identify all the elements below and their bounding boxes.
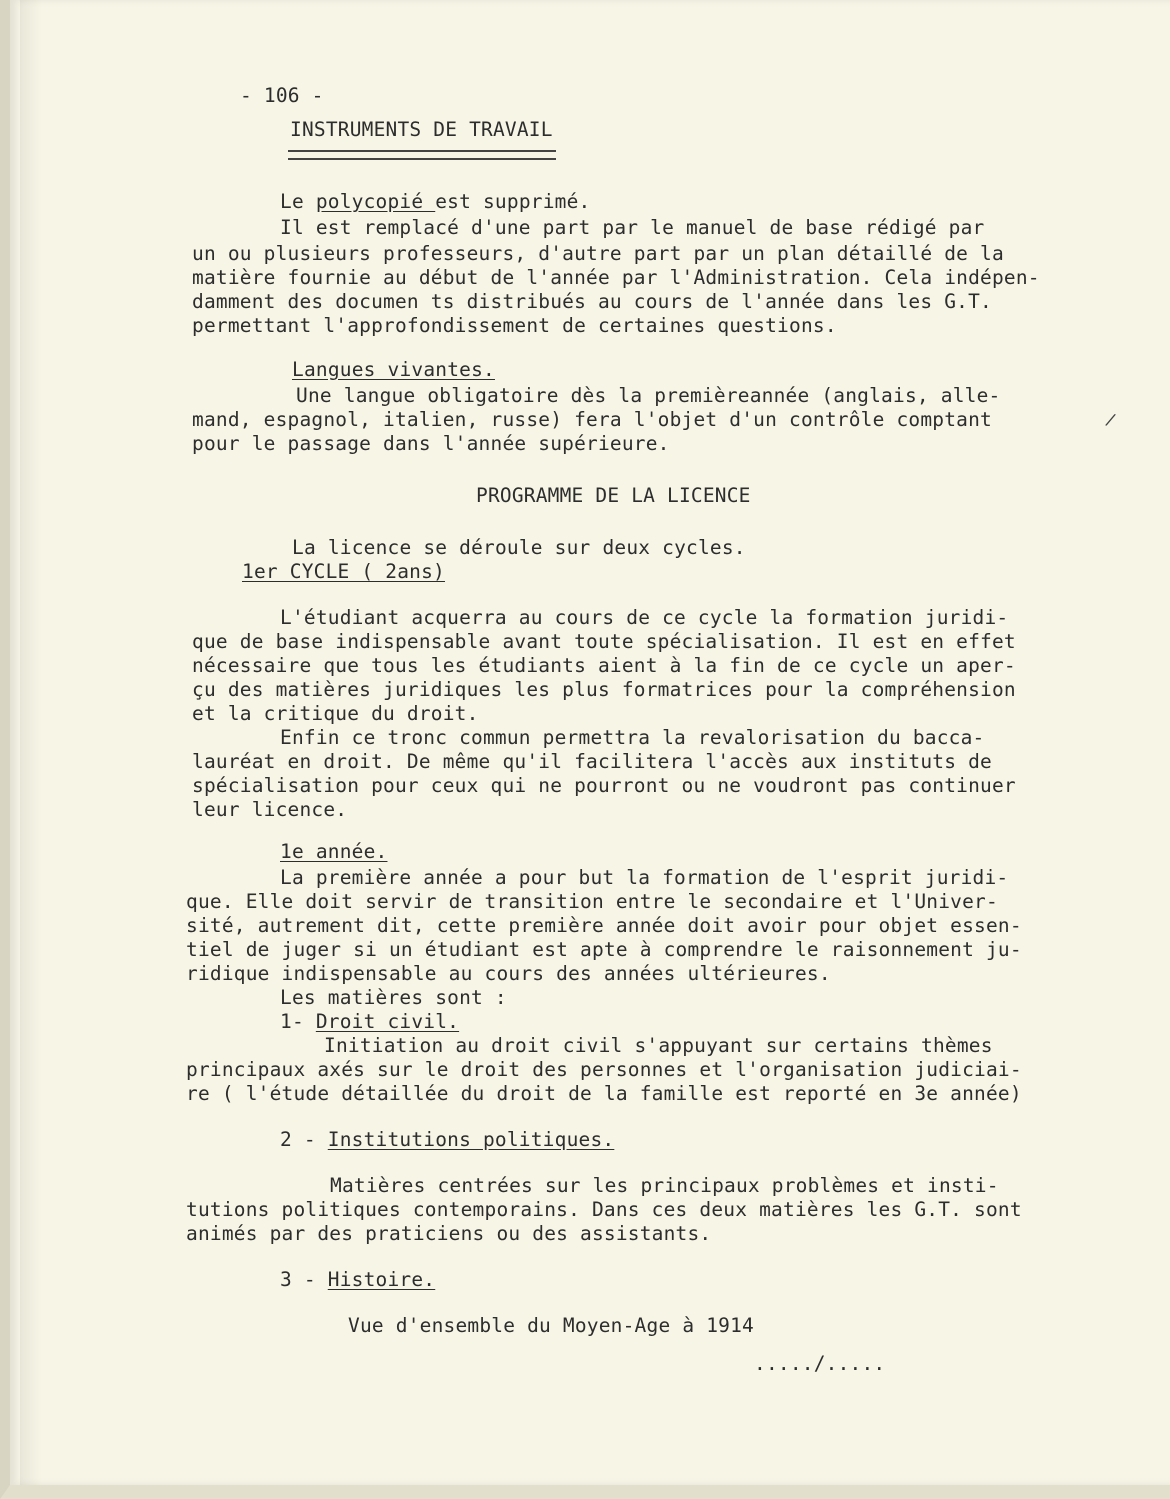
- text-line: spécialisation pour ceux qui ne pourront ou ne voudront pas continuer: [192, 774, 1016, 797]
- polycopie-prefix: Le: [280, 190, 316, 213]
- annee-heading: 1e année.: [280, 840, 388, 863]
- text-line: ridique indispensable au cours des années ultérieures.: [186, 962, 831, 985]
- text-line: sité, autrement dit, cette première année doit avoir pour objet essen-: [186, 914, 1022, 937]
- item-number: 1-: [280, 1010, 316, 1033]
- text-line: Matières centrées sur les principaux problèmes et insti-: [330, 1174, 999, 1197]
- text-line: tutions politiques contemporains. Dans ces deux matières les G.T. sont: [186, 1198, 1022, 1221]
- text-line: Il est remplacé d'une part par le manuel de base rédigé par: [280, 216, 985, 239]
- institutions-heading: Institutions politiques.: [327, 1128, 615, 1151]
- text-line: et la critique du droit.: [192, 702, 479, 725]
- droit-civil-heading: Droit civil.: [315, 1010, 460, 1033]
- langues-heading: Langues vivantes.: [292, 358, 495, 381]
- text-line: principaux axés sur le droit des personnes et l'organisation judiciai-: [186, 1058, 1022, 1081]
- page-number: - 106 -: [240, 84, 324, 107]
- text-line: L'étudiant acquerra au cours de ce cycle la formation juridi-: [280, 606, 1009, 629]
- text-line: lauréat en droit. De même qu'il facilitera l'accès aux instituts de: [192, 750, 992, 773]
- text-line: Vue d'ensemble du Moyen-Age à 1914: [348, 1314, 754, 1337]
- text-line: pour le passage dans l'année supérieure.: [192, 432, 670, 455]
- section-title: INSTRUMENTS DE TRAVAIL: [290, 118, 553, 141]
- text-line: mand, espagnol, italien, russe) fera l'objet d'un contrôle comptant: [192, 408, 992, 431]
- institutions-heading-line: [280, 1128, 614, 1152]
- text-line: Initiation au droit civil s'appuyant sur certains thèmes: [324, 1034, 993, 1057]
- droit-civil-heading-line: [280, 1010, 459, 1034]
- text-line: tiel de juger si un étudiant est apte à comprendre le raisonnement ju-: [186, 938, 1022, 961]
- text-line: Les matières sont :: [280, 986, 507, 1009]
- margin-mark: /: [1103, 409, 1118, 430]
- text-line: nécessaire que tous les étudiants aient à la fin de ce cycle un aper-: [192, 654, 1016, 677]
- text-line: re ( l'étude détaillée du droit de la famille est reporté en 3e année): [186, 1082, 1022, 1105]
- text-line: que de base indispensable avant toute spécialisation. Il est en effet: [192, 630, 1016, 653]
- text-line: leur licence.: [192, 798, 348, 821]
- text-line: matière fournie au début de l'année par l'Administration. Cela indépen-: [192, 266, 1040, 289]
- polycopie-term: polycopié: [315, 190, 436, 213]
- polycopie-suffix: est supprimé.: [435, 190, 591, 213]
- histoire-heading: Histoire.: [327, 1268, 436, 1291]
- text-line: que. Elle doit servir de transition entre le secondaire et l'Univer-: [186, 890, 998, 913]
- text-line: damment des documen ts distribués au cours de l'année dans les G.T.: [192, 290, 992, 313]
- text-line: animés par des praticiens ou des assistants.: [186, 1222, 712, 1245]
- text-line: çu des matières juridiques les plus formatrices pour la compréhension: [192, 678, 1016, 701]
- item-number: 2 -: [280, 1128, 328, 1151]
- histoire-heading-line: [280, 1268, 435, 1292]
- title-double-rule: [288, 150, 556, 160]
- item-number: 3 -: [280, 1268, 328, 1291]
- binding-shadow: [20, 0, 42, 1485]
- text-line: La première année a pour but la formation de l'esprit juridi-: [280, 866, 1009, 889]
- cycle-heading: 1er CYCLE ( 2ans): [242, 560, 445, 583]
- text-line: un ou plusieurs professeurs, d'autre part par un plan détaillé de la: [192, 242, 1004, 265]
- polycopie-first-line: [280, 190, 590, 214]
- text-line: Enfin ce tronc commun permettra la revalorisation du bacca-: [280, 726, 985, 749]
- text-line: Une langue obligatoire dès la premièreannée (anglais, alle-: [296, 384, 1001, 407]
- licence-intro: La licence se déroule sur deux cycles.: [292, 536, 746, 559]
- programme-title: PROGRAMME DE LA LICENCE: [476, 484, 751, 507]
- continuation-mark: ...../.....: [754, 1352, 886, 1375]
- text-line: permettant l'approfondissement de certaines questions.: [192, 314, 837, 337]
